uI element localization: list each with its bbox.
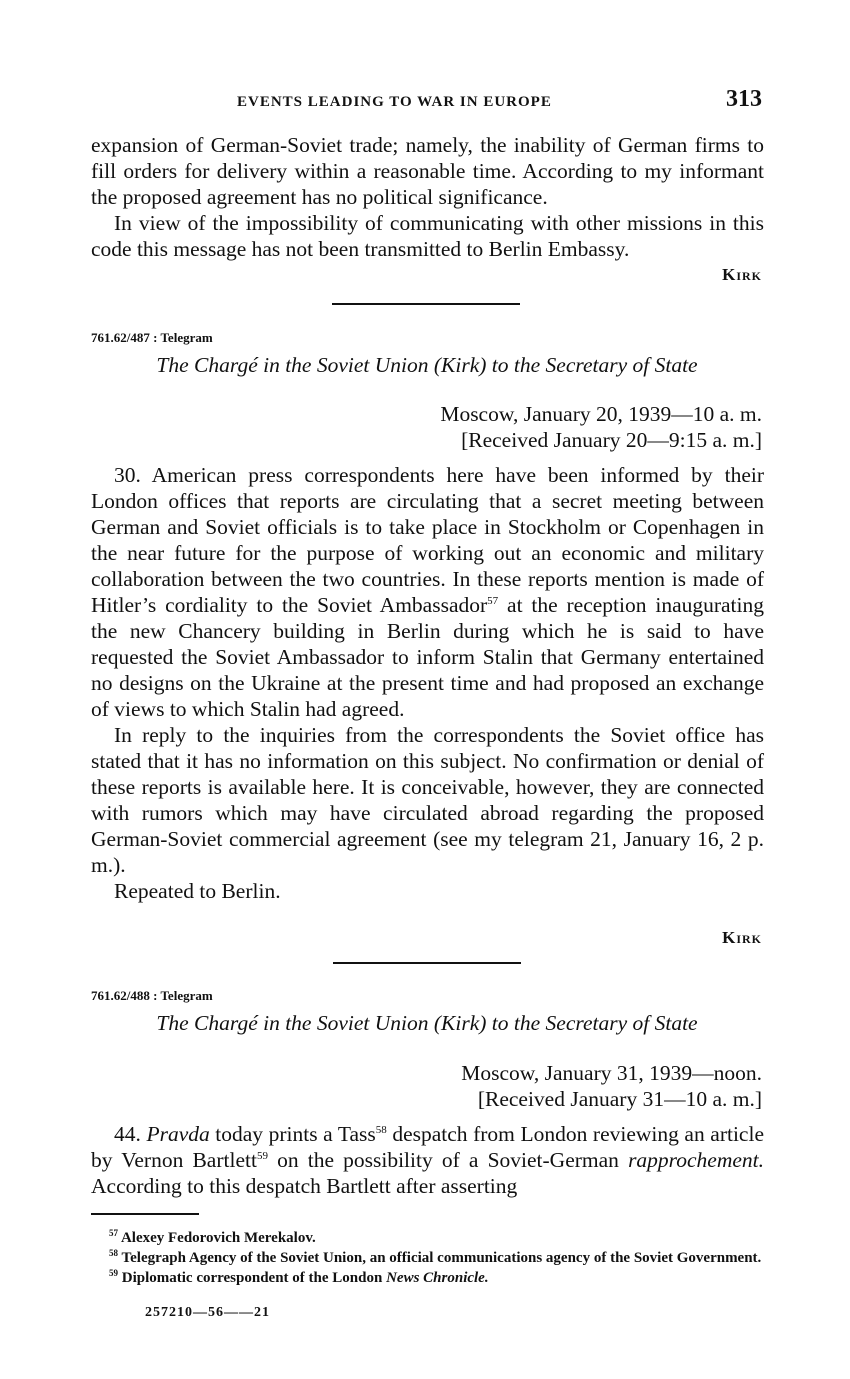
footnotes: [91, 1226, 764, 1286]
dateline: [461, 1060, 762, 1112]
telegram-body: [91, 462, 764, 904]
footnote: $^{57}$ Alexey Fedorovich Merekalov.: [109, 1228, 316, 1246]
file-reference: 761.62/487 : Telegram: [91, 330, 213, 345]
document-title: The Chargé in the Soviet Union (Kirk) to the Secretary of State: [156, 353, 698, 377]
dateline-sent: Moscow, January 31, 1939—noon.: [461, 1061, 762, 1085]
footnote-ref: 57: [487, 595, 499, 607]
footnote-ref: 58: [375, 1124, 387, 1136]
telegram-paragraph: 30. American press correspondents here have been informed by their London offices that reports are circulating that a secret meeting between German and Soviet officials is to take place in Stockholm or Copenhagen in the near future for the purpose of working out an economic and military collaboration between the two countries. In these reports mention is made of Hitler’s cordiality to the Soviet Ambassador$^{57}$ at the reception inaugurating the new Chancery building in Berlin during which he is said to have requested the Soviet Ambassador to inform Stalin that Germany entertained no designs on the Ukraine at the present time and had proposed an exchange of views to which Stalin had agreed.: [91, 463, 765, 721]
running-title: EVENTS LEADING TO WAR IN EUROPE: [237, 94, 552, 110]
telegram-paragraph: In reply to the inquiries from the correspondents the Soviet office has stated that it has no information on this subject. No confirmation or denial of these reports is available here. It is conceivable, however, they are connected with rumors which may have circulated abroad regarding the proposed German-Soviet commercial agreement (see my telegram 21, January 16, 2 p. m.).: [91, 723, 764, 877]
file-reference: 761.62/488 : Telegram: [91, 988, 213, 1003]
page-number: 313: [726, 86, 762, 112]
running-header: [92, 86, 764, 118]
dateline-sent: Moscow, January 20, 1939—10 a. m.: [440, 402, 762, 426]
continuation-paragraph: In view of the impossibility of communicating with other missions in this code this message has not been transmitted to Berlin Embassy.: [91, 211, 764, 261]
telegram-paragraph: Repeated to Berlin.: [114, 879, 281, 903]
document-title: The Chargé in the Soviet Union (Kirk) to the Secretary of State: [156, 1011, 698, 1035]
dateline: [440, 401, 762, 453]
continuation-text: [91, 132, 764, 262]
signature: Kirk: [722, 265, 762, 284]
section-divider: [333, 962, 521, 964]
footnote: $^{59}$ Diplomatic correspondent of the London News Chronicle.: [109, 1268, 489, 1286]
printer-code: 257210—56——21: [145, 1305, 270, 1320]
footnote-divider: [91, 1213, 199, 1215]
dateline-received: [Received January 20—9:15 a. m.]: [461, 428, 762, 452]
footnote: $^{58}$ Telegraph Agency of the Soviet Union, an official communications agency of the Soviet Government.: [109, 1248, 762, 1266]
telegram-body: [91, 1121, 764, 1199]
continuation-paragraph: expansion of German-Soviet trade; namely, the inability of German firms to fill orders for delivery within a reasonable time. According to my informant the proposed agreement has no political significance.: [91, 133, 764, 209]
signature: Kirk: [722, 928, 762, 947]
section-divider: [332, 303, 520, 305]
footnote-ref: 59: [256, 1150, 268, 1162]
telegram-paragraph: 44. Pravda today prints a Tass$^{58}$ despatch from London reviewing an article by Vernon Bartlett$^{59}$ on the possibility of a Soviet-German rapprochement. According to this despatch Bartlett after asserting: [91, 1122, 765, 1198]
dateline-received: [Received January 31—10 a. m.]: [477, 1087, 762, 1111]
